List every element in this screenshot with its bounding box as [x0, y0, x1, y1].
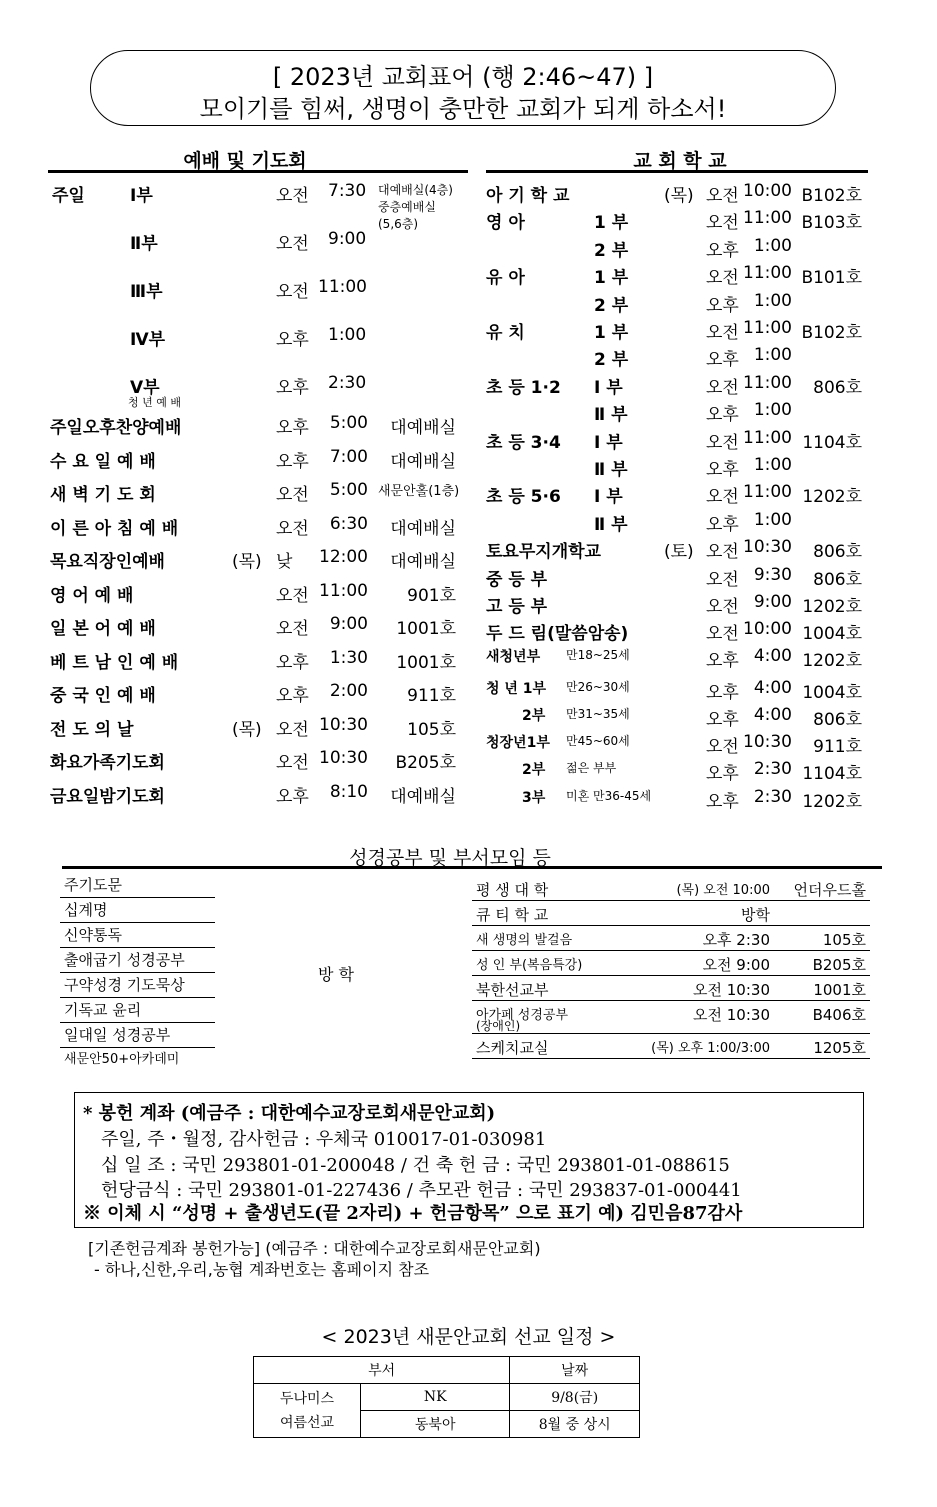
worship-name: 새 벽 기 도 회: [50, 485, 156, 505]
school-name: 중 등 부: [486, 569, 548, 590]
offering-box: [74, 1092, 864, 1228]
mission-title: < 2023년 새문안교회 선교 일정 >: [321, 1326, 616, 1348]
department-name: 큐 티 학 교: [476, 906, 549, 924]
school-ampm: 오전: [706, 377, 739, 398]
worship-room: 대예배실: [390, 451, 456, 472]
youth-room: 1202호: [802, 792, 862, 812]
school-room: B101호: [801, 268, 862, 289]
worship-room: 911호: [407, 686, 456, 706]
sunday-ampm: 오전: [276, 234, 309, 254]
worship-ampm: 오전: [276, 719, 309, 740]
school-part: 2 부: [594, 350, 629, 371]
worship-ampm: 오후: [276, 652, 309, 673]
worship-ampm: 낮: [276, 552, 293, 572]
sunday-part: Ⅱ부: [130, 234, 158, 254]
sunday-time: 7:30: [328, 181, 367, 201]
department-time: 오후 2:30: [702, 931, 770, 949]
school-time: 10:00: [743, 619, 792, 640]
offering-title: * 봉헌 계좌 (예금주 : 대한예수교장로회새문안교회): [83, 1103, 496, 1124]
youth-ampm: 오후: [706, 651, 739, 671]
school-name: 토요무지개학교: [486, 542, 601, 563]
motto-text: 모이기를 힘써, 생명이 충만한 교회가 되게 하소서!: [199, 95, 727, 123]
department-name: 북한선교부: [476, 981, 549, 999]
worship-ampm: 오전: [276, 619, 309, 639]
worship-ampm: 오전: [276, 485, 309, 505]
youth-room: 806호: [813, 710, 862, 730]
youth-ampm: 오후: [706, 683, 739, 703]
school-time: 11:00: [743, 263, 792, 284]
worship-room: 1001호: [396, 652, 456, 673]
school-room: 806호: [813, 377, 862, 398]
worship-time: 9:00: [329, 614, 368, 634]
school-room: B102호: [801, 186, 862, 206]
sunday-part: Ⅳ부: [130, 330, 166, 350]
school-time: 9:30: [753, 564, 792, 585]
worship-name: 영 어 예 배: [50, 585, 134, 606]
department-row: [472, 1001, 870, 1034]
worship-time: 12:00: [319, 547, 368, 567]
school-time: 9:00: [753, 592, 792, 612]
youth-age: 젊은 부부: [566, 761, 617, 775]
department-room: B406호: [812, 1006, 866, 1024]
youth-ampm: 오전: [706, 737, 739, 757]
mission-table: [253, 1356, 640, 1438]
youth-room: 1004호: [802, 683, 862, 703]
study-item: 구약성경 기도묵상: [60, 973, 215, 998]
school-ampm: 오전: [706, 597, 739, 617]
department-time: (목) 오후 1:00/3:00: [651, 1041, 770, 1056]
study-item: 일대일 성경공부: [60, 1023, 215, 1048]
school-day: (목): [664, 186, 694, 206]
department-room: B205호: [812, 956, 866, 974]
motto-title: [ 2023년 교회표어 (행 2:46~47) ]: [272, 63, 654, 91]
sunday-time: 11:00: [318, 277, 367, 297]
youth-age: 만45~60세: [566, 734, 630, 748]
worship-day: (목): [232, 719, 262, 740]
worship-name: 전 도 의 날: [50, 719, 134, 740]
worship-time: 7:00: [329, 446, 368, 467]
worship-time: 1:30: [329, 647, 368, 668]
school-ampm: 오후: [706, 350, 739, 371]
school-name: 두 드 림(말씀암송): [486, 624, 629, 645]
school-name: 영 아: [486, 213, 525, 234]
existing-account-note: [기존헌금계좌 봉헌가능] (예금주 : 대한예수교장로회새문안교회): [88, 1239, 541, 1258]
mission-date: 8월 중 상시: [510, 1411, 640, 1438]
department-room: 1205호: [813, 1039, 866, 1057]
school-room: B103호: [801, 213, 862, 234]
school-time: 11:00: [743, 427, 792, 448]
worship-room: 대예배실: [390, 518, 456, 539]
worship-room: 새문안홀(1층): [378, 484, 460, 499]
mission-header-dept: 부서: [254, 1357, 510, 1384]
school-time: 11:00: [743, 208, 792, 229]
sunday-room-2: 중층예배실: [378, 200, 436, 214]
school-time: 1:00: [753, 455, 792, 475]
school-ampm: 오전: [706, 569, 739, 590]
worship-title: 예배 및 기도회: [183, 150, 307, 172]
school-part: 1 부: [594, 323, 629, 343]
worship-time: 10:30: [319, 748, 368, 768]
school-room: B102호: [801, 323, 862, 343]
worship-room: B205호: [395, 753, 456, 773]
study-item: 새문안50+아카데미: [64, 1052, 180, 1067]
department-room: 언더우드홀: [793, 881, 866, 899]
department-row: [472, 876, 870, 901]
youth-age: 만31~35세: [566, 707, 630, 721]
department-time: 오전 10:30: [693, 1006, 770, 1024]
study-item: 신약통독: [60, 923, 215, 948]
bible-study-left: [60, 873, 215, 1072]
study-item: 십계명: [60, 898, 215, 923]
school-time: 1:00: [753, 290, 792, 311]
worship-ampm: 오후: [276, 418, 309, 438]
mission-dest: 동북아: [361, 1411, 510, 1438]
school-divider: [486, 170, 868, 173]
sunday-ampm: 오전: [276, 186, 309, 206]
department-row: [472, 901, 870, 926]
school-part: Ⅰ 부: [594, 432, 623, 453]
school-ampm: 오전: [706, 487, 739, 508]
sunday-time: 1:00: [328, 325, 367, 345]
other-banks-note: - 하나,신한,우리,농협 계좌번호는 홈페이지 참조: [94, 1260, 430, 1279]
youth-ampm: 오후: [706, 792, 739, 812]
mission-group-line2: 여름선교: [279, 1414, 335, 1431]
sunday-part: Ⅰ부: [130, 186, 153, 206]
youth-time: 2:30: [753, 787, 792, 807]
school-title: 교 회 학 교: [633, 150, 727, 172]
worship-ampm: 오후: [276, 686, 309, 706]
youth-name: 3부: [522, 790, 546, 806]
school-part: Ⅱ 부: [594, 514, 628, 535]
school-name: 초 등 1·2: [486, 377, 561, 398]
mission-date: 9/8(금): [510, 1384, 640, 1411]
school-room: 806호: [813, 569, 862, 590]
department-name: 스케치교실: [476, 1039, 549, 1057]
mission-header-date: 날짜: [510, 1357, 640, 1384]
school-part: 2 부: [594, 295, 629, 316]
worship-room: 대예배실: [390, 552, 456, 572]
worship-name: 베 트 남 인 예 배: [50, 652, 179, 673]
worship-time: 5:00: [329, 413, 368, 433]
youth-age: 만18~25세: [566, 648, 630, 662]
worship-time: 8:10: [329, 781, 368, 802]
school-time: 11:00: [743, 482, 792, 503]
youth-name: 2부: [522, 708, 546, 724]
bible-title: 성경공부 및 부서모임 등: [349, 847, 551, 869]
department-subname: (장애인): [476, 1019, 521, 1033]
worship-divider: [48, 170, 468, 173]
youth-room: 1202호: [802, 651, 862, 671]
worship-room: 105호: [407, 719, 456, 740]
department-name: 평 생 대 학: [476, 881, 549, 899]
worship-time: 10:30: [319, 714, 368, 735]
youth-ampm: 오후: [706, 710, 739, 730]
school-time: 10:00: [743, 181, 792, 201]
youth-time: 4:00: [753, 646, 792, 666]
youth-name: 청장년1부: [486, 735, 550, 751]
department-row: [472, 951, 870, 976]
school-name: 초 등 3·4: [486, 432, 561, 453]
worship-name: 이 른 아 침 예 배: [50, 518, 179, 539]
youth-name: 청 년 1부: [486, 681, 547, 697]
worship-name: 화요가족기도회: [50, 753, 165, 773]
worship-ampm: 오후: [276, 786, 309, 807]
school-ampm: 오전: [706, 323, 739, 343]
department-name: 새 생명의 발걸음: [476, 933, 573, 948]
school-time: 11:00: [743, 318, 792, 338]
youth-worship-note: 청 년 예 배: [128, 396, 181, 409]
youth-name: 2부: [522, 762, 546, 778]
youth-time: 10:30: [743, 732, 792, 752]
department-row: [472, 976, 870, 1001]
sunday-time: 2:30: [328, 373, 367, 393]
youth-ampm: 오후: [706, 764, 739, 784]
school-part: Ⅱ 부: [594, 460, 628, 480]
sunday-label: 주일: [52, 186, 85, 206]
worship-name: 일 본 어 예 배: [50, 619, 156, 639]
youth-time: 4:00: [753, 705, 792, 725]
school-name: 아 기 학 교: [486, 186, 570, 206]
worship-room: 901호: [407, 585, 456, 606]
worship-time: 6:30: [329, 513, 368, 534]
department-room: 1001호: [813, 981, 866, 999]
school-part: Ⅰ 부: [594, 487, 623, 508]
school-time: 1:00: [753, 235, 792, 256]
school-ampm: 오후: [706, 295, 739, 316]
sunday-ampm: 오후: [276, 378, 309, 398]
school-time: 11:00: [743, 372, 792, 393]
offering-note: ※ 이체 시 “성명 + 출생년도(끝 2자리) + 헌금항목” 으로 표기 예) 김민음87감사: [83, 1203, 743, 1224]
school-ampm: 오후: [706, 460, 739, 480]
school-part: Ⅰ 부: [594, 377, 623, 398]
sunday-ampm: 오후: [276, 330, 309, 350]
bible-study-right: [472, 876, 870, 1059]
school-ampm: 오전: [706, 268, 739, 289]
department-time: 오전 9:00: [702, 956, 770, 974]
worship-name: 수 요 일 예 배: [50, 451, 156, 472]
study-item: 주기도문: [60, 873, 215, 898]
left-status: 방 학: [318, 965, 354, 984]
worship-time: 5:00: [329, 480, 368, 500]
school-time: 1:00: [753, 345, 792, 366]
school-time: 1:00: [753, 400, 792, 421]
school-ampm: 오후: [706, 405, 739, 426]
bible-divider: [62, 866, 882, 869]
offering-line-1: 주일, 주・월정, 감사헌금 : 우체국 010017-01-030981: [101, 1129, 547, 1150]
youth-time: 2:30: [753, 759, 792, 779]
school-name: 유 아: [486, 268, 525, 289]
worship-name: 주일오후찬양예배: [50, 418, 182, 438]
department-time: 오전 10:30: [693, 981, 770, 999]
school-name: 유 치: [486, 323, 525, 343]
school-ampm: 오전: [706, 624, 739, 645]
worship-name: 목요직장인예배: [50, 552, 165, 572]
worship-room: 대예배실: [390, 418, 456, 438]
school-day: (토): [664, 542, 694, 563]
sunday-room-1: 대예배실(4층): [378, 183, 453, 197]
worship-ampm: 오전: [276, 585, 309, 606]
department-row: [472, 1034, 870, 1059]
department-room: 105호: [822, 931, 866, 949]
sunday-ampm: 오전: [276, 282, 309, 302]
department-name: 아가페 성경공부: [476, 1008, 569, 1023]
school-room: 806호: [813, 542, 862, 563]
worship-ampm: 오전: [276, 518, 309, 539]
study-item: 출애굽기 성경공부: [60, 948, 215, 973]
mission-group: [254, 1384, 361, 1438]
school-name: 초 등 5·6: [486, 487, 561, 508]
school-ampm: 오후: [706, 240, 739, 261]
school-part: 2 부: [594, 240, 629, 261]
school-ampm: 오전: [706, 213, 739, 234]
department-row: [472, 926, 870, 951]
worship-room: 1001호: [396, 619, 456, 639]
worship-time: 2:00: [329, 681, 368, 701]
school-ampm: 오전: [706, 542, 739, 563]
school-part: 1 부: [594, 213, 629, 234]
mission-dest: NK: [361, 1384, 510, 1411]
sunday-part: Ⅴ부: [130, 378, 160, 398]
school-ampm: 오후: [706, 514, 739, 535]
sunday-part: Ⅲ부: [130, 282, 163, 302]
worship-name: 중 국 인 예 배: [50, 686, 156, 706]
offering-line-3: 헌당금식 : 국민 293801-01-227436 / 추모관 헌금 : 국민 293837-01-000441: [101, 1180, 742, 1201]
motto-banner: [90, 50, 836, 126]
offering-line-2: 십 일 조 : 국민 293801-01-200048 / 건 축 헌 금 : 국민 293801-01-088615: [101, 1155, 730, 1176]
school-time: 1:00: [753, 509, 792, 530]
sunday-time: 9:00: [328, 229, 367, 249]
school-part: 1 부: [594, 268, 629, 289]
mission-group-line1: 두나미스: [279, 1390, 335, 1407]
worship-ampm: 오후: [276, 451, 309, 472]
school-room: 1202호: [802, 597, 862, 617]
school-room: 1202호: [802, 487, 862, 508]
department-name: 성 인 부(복음특강): [476, 958, 583, 973]
sunday-room-3: (5,6층): [378, 217, 419, 231]
worship-name: 금요일밤기도회: [50, 786, 165, 807]
worship-day: (목): [232, 552, 262, 572]
school-time: 10:30: [743, 537, 792, 558]
school-ampm: 오전: [706, 186, 739, 206]
school-part: Ⅱ 부: [594, 405, 628, 426]
department-time: (목) 오전 10:00: [676, 883, 770, 898]
department-time: 방학: [741, 906, 770, 924]
worship-room: 대예배실: [390, 786, 456, 807]
school-ampm: 오전: [706, 432, 739, 453]
school-name: 고 등 부: [486, 597, 548, 617]
youth-age: 만26~30세: [566, 680, 630, 694]
youth-room: 1104호: [802, 764, 862, 784]
study-item: 기독교 윤리: [60, 998, 215, 1023]
youth-time: 4:00: [753, 678, 792, 698]
school-room: 1104호: [802, 432, 862, 453]
youth-age: 미혼 만36-45세: [566, 789, 652, 803]
youth-room: 911호: [813, 737, 862, 757]
school-room: 1004호: [802, 624, 862, 645]
youth-name: 새청년부: [486, 649, 541, 665]
worship-time: 11:00: [319, 580, 368, 601]
worship-ampm: 오전: [276, 753, 309, 773]
